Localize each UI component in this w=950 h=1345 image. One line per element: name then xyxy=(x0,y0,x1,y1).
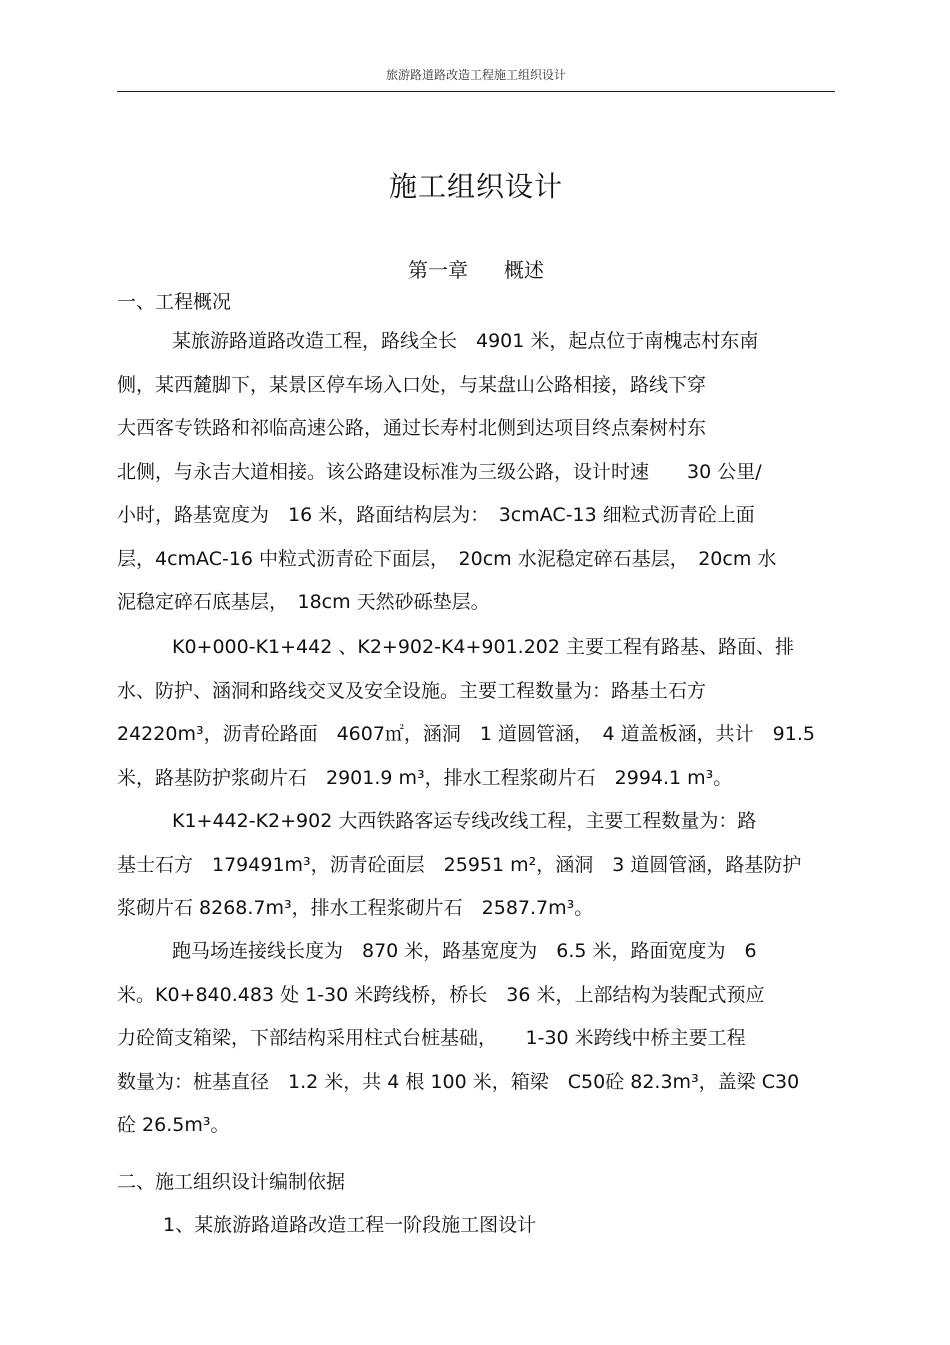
paragraph-connector-bridge xyxy=(117,930,835,1148)
text-line: K0+000-K1+442 、K2+902-K4+901.202 主要工程有路基、路面、排 xyxy=(172,636,795,658)
paragraph-project-overview xyxy=(117,320,835,625)
document-title: 施工组织设计 xyxy=(388,170,563,203)
text-line: 某旅游路道路改造工程，路线全长 4901 米，起点位于南槐志村东南 xyxy=(172,330,759,352)
section-heading-basis: 二、施工组织设计编制依据 xyxy=(117,1171,346,1193)
header-divider xyxy=(117,91,835,92)
paragraph-railway-realignment xyxy=(117,800,835,931)
text-line: 北侧，与永吉大道相接。该公路建设标准为三级公路，设计时速 30 公里/ xyxy=(117,460,762,483)
text-line: 24220m³，沥青砼路面 4607㎡，涵洞 1 道圆管涵， 4 道盖板涵，共计 91.5 xyxy=(117,723,815,745)
text-line: 米，路基防护浆砌片石 2901.9 m³，排水工程浆砌片石 2994.1 m³。 xyxy=(117,766,733,789)
text-line: 大西客专铁路和祁临高速公路，通过长寿村北侧到达项目终点秦树村东 xyxy=(117,417,707,439)
running-header: 旅游路道路改造工程施工组织设计 xyxy=(385,68,566,82)
text-line: 基士石方 179491m³，沥青砼面层 25951 m²，涵洞 3 道圆管涵，路基防护 xyxy=(117,853,802,876)
text-line: K1+442-K2+902 大西铁路客运专线改线工程，主要工程数量为：路 xyxy=(172,810,757,832)
paragraph-main-works xyxy=(117,626,835,800)
section-heading-overview: 一、工程概况 xyxy=(117,291,232,313)
text-line: 砼 26.5m³。 xyxy=(117,1114,230,1136)
list-item: 1、某旅游路道路改造工程一阶段施工图设计 xyxy=(163,1214,537,1236)
text-line: 力砼简支箱梁，下部结构采用柱式台桩基础， 1-30 米跨线中桥主要工程 xyxy=(117,1027,746,1049)
text-line: 浆砌片石 8268.7m³，排水工程浆砌片石 2587.7m³。 xyxy=(117,897,594,919)
text-line: 小时，路基宽度为 16 米，路面结构层为： 3cmAC-13 细粒式沥青砼上面 xyxy=(117,504,755,526)
chapter-name: 概述 xyxy=(504,258,544,282)
text-line: 米。K0+840.483 处 1-30 米跨线桥，桥长 36 米，上部结构为装配式预应 xyxy=(117,983,765,1006)
text-line: 水、防护、涵洞和路线交叉及安全设施。主要工程数量为：路基土石方 xyxy=(117,679,707,702)
text-line: 数量为：桩基直径 1.2 米，共 4 根 100 米，箱梁 C50砼 82.3m³，盖梁 C30 xyxy=(117,1070,800,1093)
text-line: 泥稳定碎石底基层， 18cm 天然砂砾垫层。 xyxy=(117,591,490,613)
chapter-number: 第一章 xyxy=(408,258,468,282)
text-line: 层，4cmAC-16 中粒式沥青砼下面层， 20cm 水泥稳定碎石基层， 20cm 水 xyxy=(117,547,777,570)
text-line: 跑马场连接线长度为 870 米，路基宽度为 6.5 米，路面宽度为 6 xyxy=(172,940,757,962)
text-line: 侧，某西麓脚下，某景区停车场入口处，与某盘山公路相接，路线下穿 xyxy=(117,373,707,396)
chapter-heading xyxy=(117,254,835,283)
